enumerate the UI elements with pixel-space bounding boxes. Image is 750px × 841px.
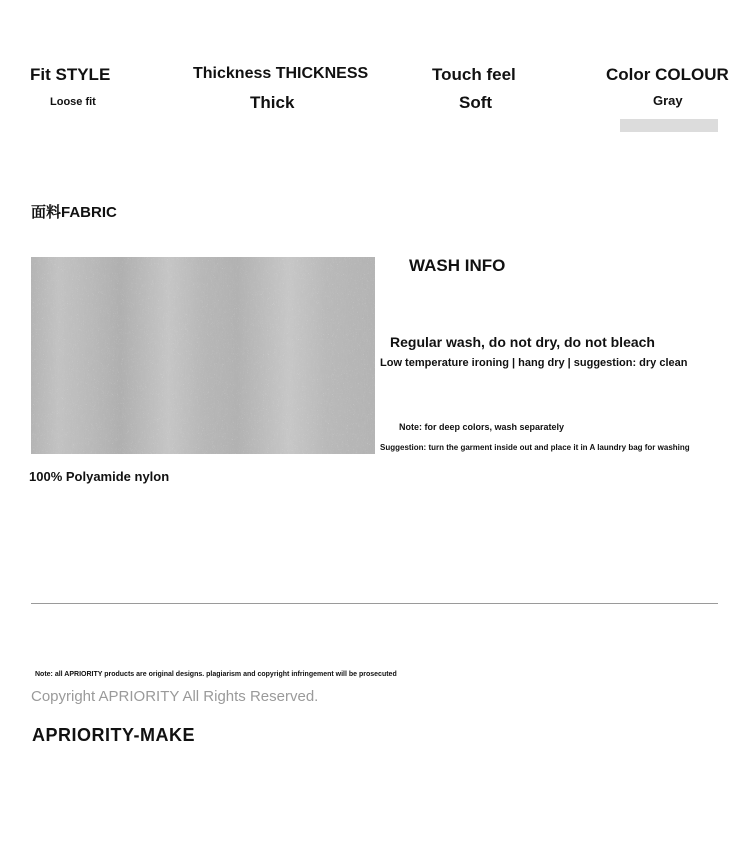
wash-instruction-primary: Regular wash, do not dry, do not bleach <box>390 334 655 350</box>
fabric-heading: 面料FABRIC <box>31 204 117 221</box>
brand-logo: APRIORITY-MAKE <box>32 725 196 745</box>
wash-info-heading: WASH INFO <box>409 256 506 275</box>
color-value: Gray <box>653 93 683 108</box>
thickness-value: Thick <box>250 93 295 112</box>
wash-suggestion: Suggestion: turn the garment inside out and place it in A laundry bag for washing <box>380 443 690 452</box>
fabric-composition: 100% Polyamide nylon <box>29 469 170 484</box>
color-title: Color COLOUR <box>606 65 729 84</box>
touch-feel-value: Soft <box>459 93 493 112</box>
section-divider <box>31 603 718 604</box>
touch-feel-title: Touch feel <box>432 65 516 84</box>
copyright-text: Copyright APRIORITY All Rights Reserved. <box>31 688 319 705</box>
wash-instruction-secondary: Low temperature ironing | hang dry | suggestion: dry clean <box>380 357 688 369</box>
wash-note: Note: for deep colors, wash separately <box>399 422 565 432</box>
copyright-notice: Note: all APRIORITY products are original designs. plagiarism and copyright infringement will be prosecuted <box>35 671 397 678</box>
fabric-texture-svg <box>31 257 375 454</box>
thickness-title: Thickness THICKNESS <box>193 65 369 82</box>
fit-style-title: Fit STYLE <box>30 65 111 84</box>
fabric-texture-image <box>31 257 375 454</box>
color-swatch <box>620 119 718 132</box>
fit-style-value: Loose fit <box>50 96 96 108</box>
